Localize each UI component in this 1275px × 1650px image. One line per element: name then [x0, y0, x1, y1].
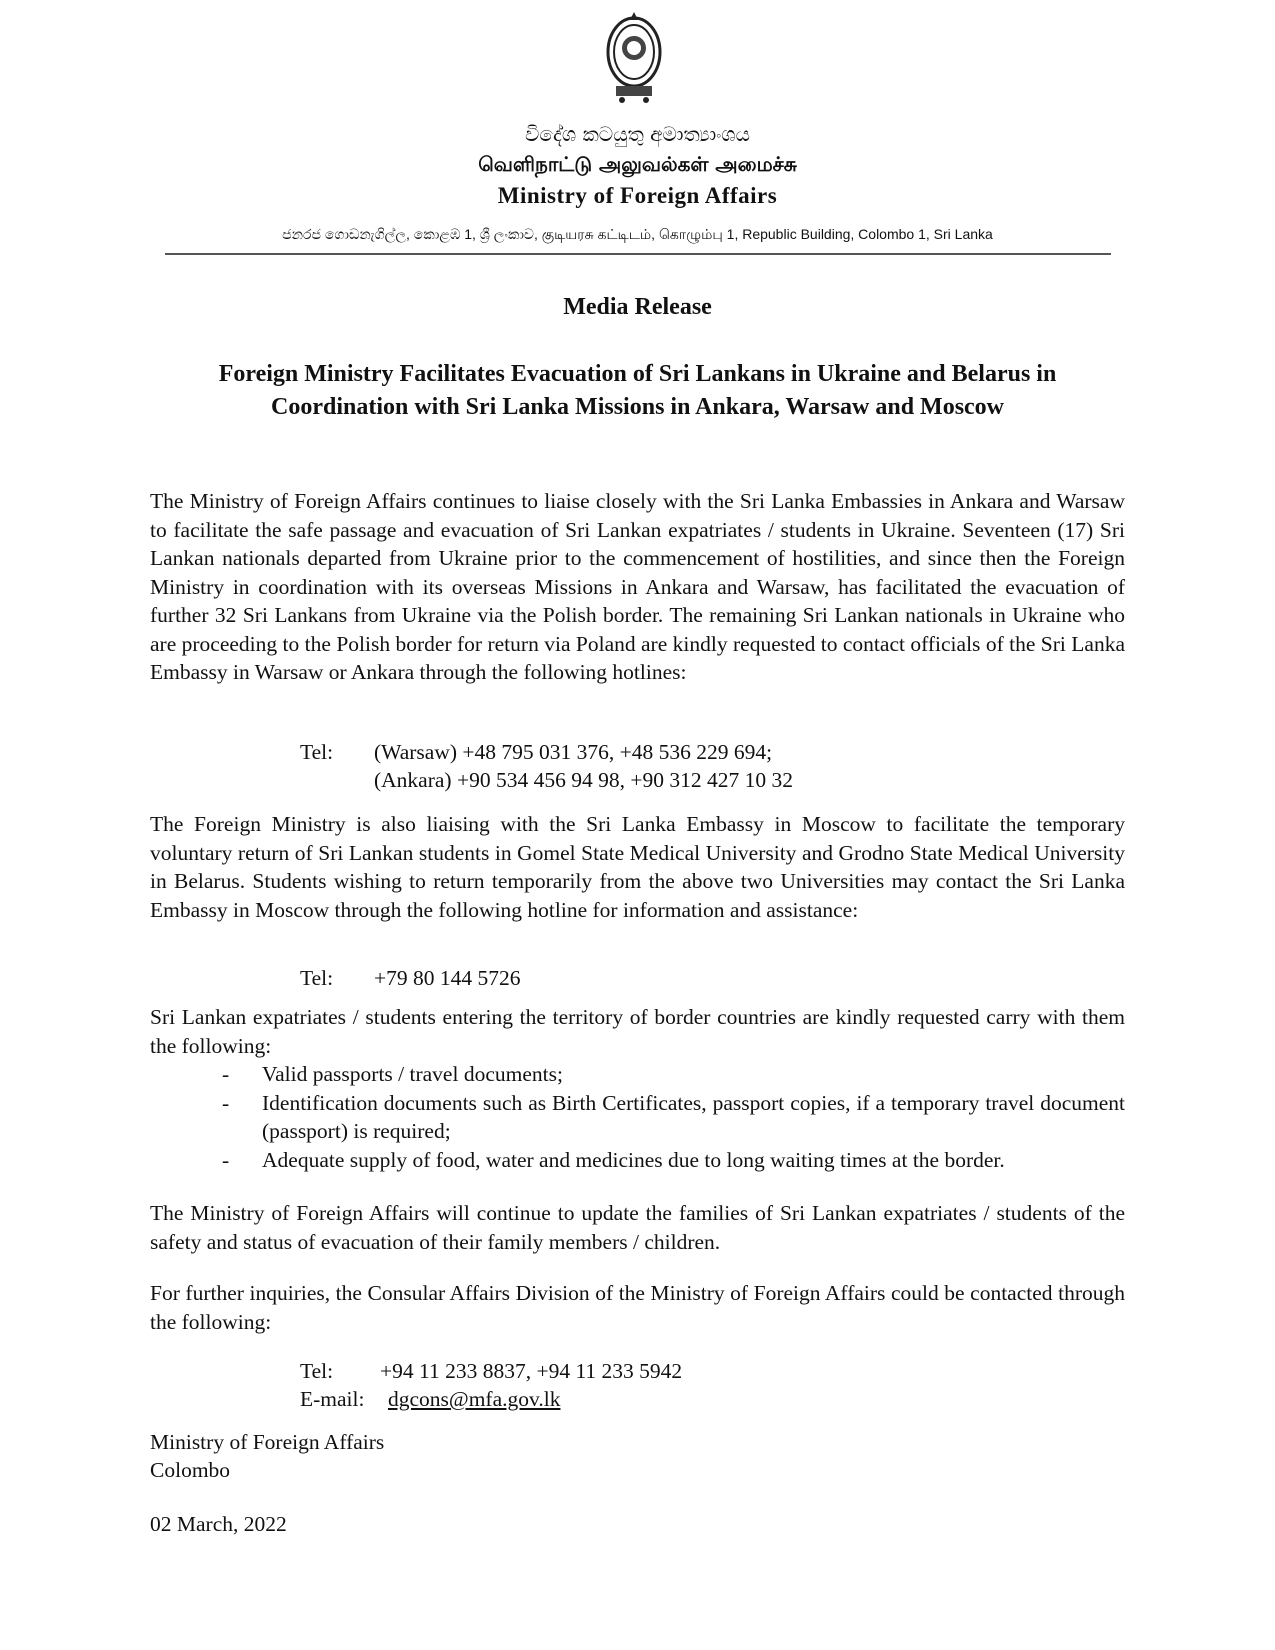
letterhead-divider: [165, 253, 1111, 255]
headline: Foreign Ministry Facilitates Evacuation of Sri Lankans in Ukraine and Belarus in Coordination with Sri Lanka Missions in Ankara, Warsaw and Moscow: [218, 361, 1057, 420]
list-item: [222, 1060, 1125, 1089]
hotline-warsaw: [300, 738, 772, 767]
consular-email: [300, 1385, 560, 1414]
sri-lanka-emblem-icon: [602, 4, 666, 104]
letterhead-address: ජනරජ ගොඩනැගිල්ල, කොළඹ 1, ශ්‍රී ලංකාව, குடியரசு கட்டிடம், கொழும்பு 1, Republic Building, Colombo 1, Sri Lanka: [282, 226, 993, 242]
body-paragraph-1: The Ministry of Foreign Affairs continues to liaise closely with the Sri Lanka Embassies in Ankara and Warsaw to facilitate the safe passage and evacuation of Sri Lankan expatriates / students in Ukraine. Seventeen (17) Sri Lankan nationals departed from Ukraine prior to the commencement of hostilities, and since then the Foreign Ministry in coordination with its overseas Missions in Ankara and Warsaw, has facilitated the evacuation of further 32 Sri Lankans from Ukraine via the Polish border. The remaining Sri Lankan nationals in Ukraine who are proceeding to the Polish border for return via Poland are kindly requested to contact officials of the Sri Lanka Embassy in Warsaw or Ankara through the following hotlines:: [150, 489, 1125, 684]
signoff-organization: Ministry of Foreign Affairs: [150, 1430, 385, 1454]
hotline-moscow-number: +79 80 144 5726: [374, 966, 521, 990]
signoff-city: Colombo: [150, 1458, 231, 1482]
document-type-title: Media Release: [563, 294, 712, 320]
list-item-text: Valid passports / travel documents;: [262, 1062, 563, 1086]
bullet-dash: -: [222, 1090, 230, 1115]
list-item: [222, 1146, 1125, 1175]
hotline-ankara-numbers: (Ankara) +90 534 456 94 98, +90 312 427 10 32: [374, 768, 793, 792]
body-paragraph-4: The Ministry of Foreign Affairs will continue to update the families of Sri Lankan expatriates / students of the safety and status of evacuation of their family members / children.: [150, 1201, 1125, 1254]
requirements-list: [222, 1060, 1125, 1174]
list-item-text: Adequate supply of food, water and medicines due to long waiting times at the border.: [262, 1147, 1005, 1172]
tel-label: Tel:: [300, 1359, 334, 1383]
list-item-text: Identification documents such as Birth Certificates, passport copies, if a temporary travel document (passport) is required;: [262, 1090, 1125, 1143]
list-item: [222, 1089, 1125, 1146]
ministry-name-sinhala: විදේශ කටයුතු අමාත්‍යාංශය: [525, 122, 750, 146]
tel-label: Tel:: [300, 740, 334, 764]
consular-phone-numbers: +94 11 233 8837, +94 11 233 5942: [380, 1359, 683, 1383]
hotline-moscow: [300, 964, 521, 993]
tel-label: Tel:: [300, 966, 334, 990]
body-paragraph-5: For further inquiries, the Consular Affairs Division of the Ministry of Foreign Affairs could be contacted through the following:: [150, 1281, 1125, 1334]
body-paragraph-2: The Foreign Ministry is also liaising with the Sri Lanka Embassy in Moscow to facilitate the temporary voluntary return of Sri Lankan students in Gomel State Medical University and Grodno State Medical University in Belarus. Students wishing to return temporarily from the above two Universities may contact the Sri Lanka Embassy in Moscow through the following hotline for information and assistance:: [150, 812, 1125, 922]
ministry-name-tamil: வெளிநாட்டு அலுவல்கள் அமைச்சு: [478, 152, 797, 176]
bullet-dash: -: [222, 1062, 230, 1086]
email-link[interactable]: dgcons@mfa.gov.lk: [388, 1387, 561, 1411]
release-date: 02 March, 2022: [150, 1512, 287, 1536]
body-paragraph-3: Sri Lankan expatriates / students entering the territory of border countries are kindly requested carry with them the following:: [150, 1005, 1125, 1058]
hotline-warsaw-numbers: (Warsaw) +48 795 031 376, +48 536 229 694;: [374, 740, 773, 764]
ministry-name-english: Ministry of Foreign Affairs: [497, 183, 778, 208]
bullet-dash: -: [222, 1147, 230, 1172]
consular-phone: [300, 1357, 682, 1386]
email-label: E-mail:: [300, 1387, 365, 1411]
